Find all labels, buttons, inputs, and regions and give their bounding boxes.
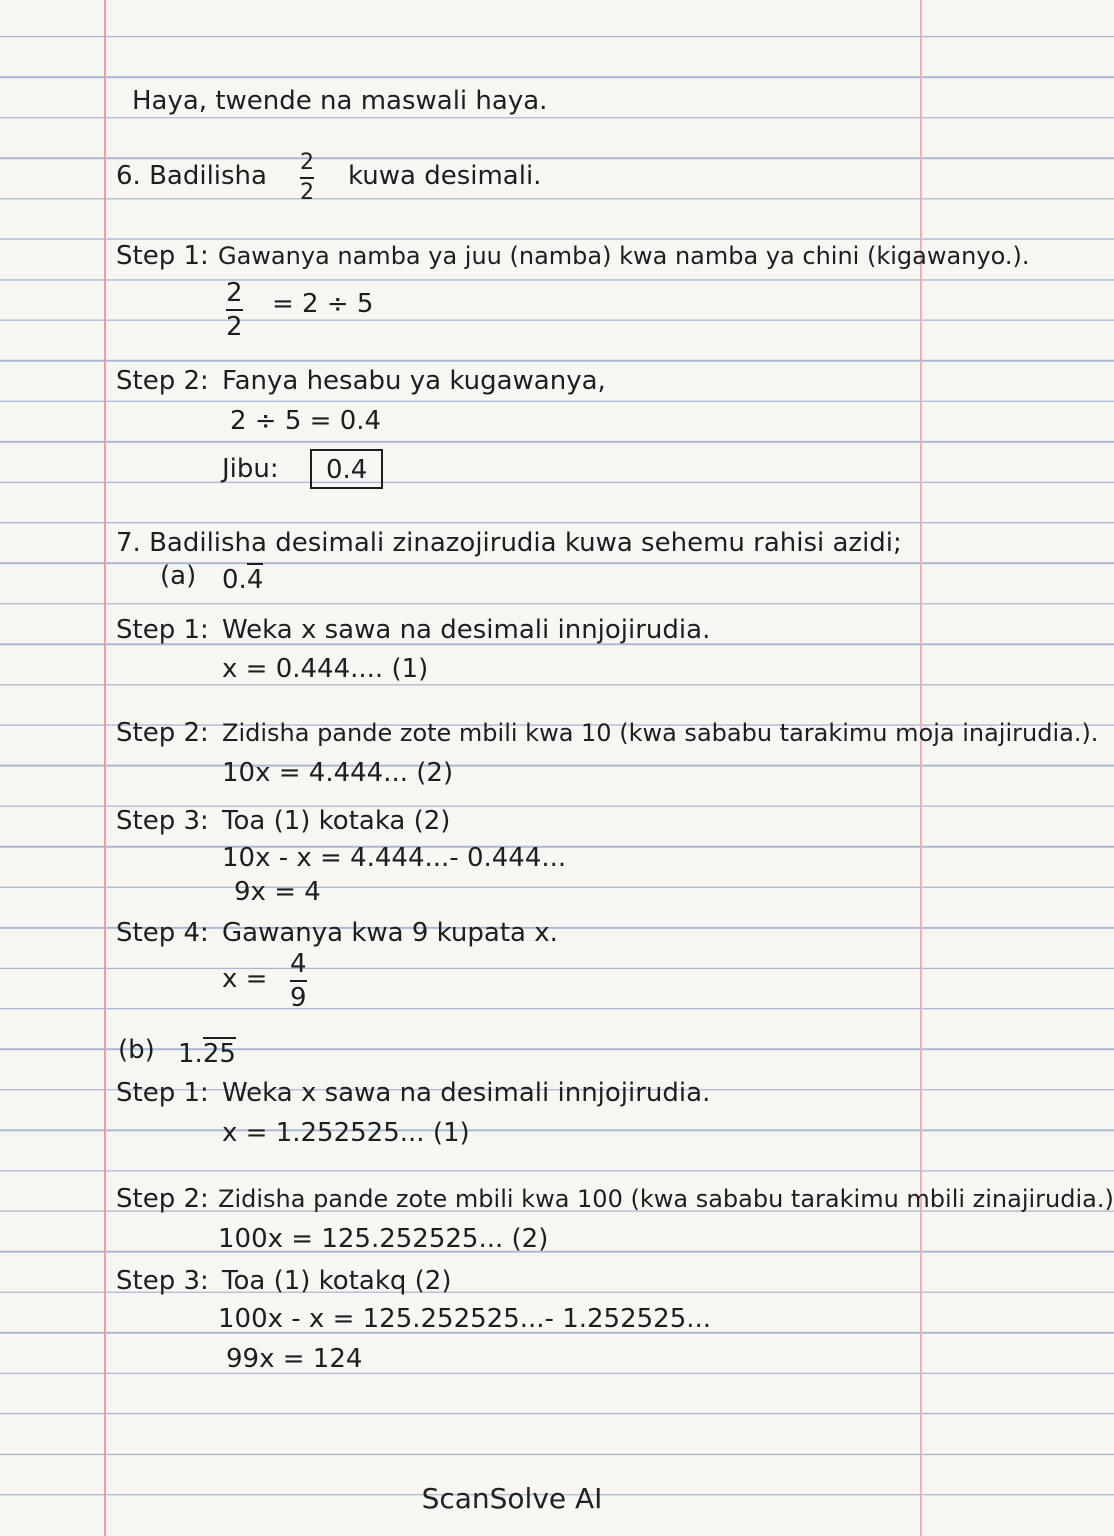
- q7b-label: (b): [118, 1035, 155, 1065]
- q7a-step3-equation1: 10x - x = 4.444...- 0.444...: [222, 843, 567, 873]
- q7b-step1-text: Weka x sawa na desimali innjojirudia.: [222, 1078, 711, 1108]
- q7a-decimal: [222, 563, 263, 593]
- q7b-step3-equation1: 100x - x = 125.252525...- 1.252525...: [218, 1304, 712, 1334]
- q7b-step2-equation: 100x = 125.252525... (2): [218, 1224, 549, 1254]
- q6-step2-text: Fanya hesabu ya kugawanya,: [222, 366, 606, 396]
- q7b-step3-equation2: 99x = 124: [226, 1344, 363, 1374]
- q6-step2-equation: 2 ÷ 5 = 0.4: [230, 406, 382, 436]
- q7a-step3-text: Toa (1) kotaka (2): [222, 806, 451, 836]
- q7a-step1-label: Step 1:: [116, 615, 209, 645]
- q6-prefix: 6. Badilisha: [116, 161, 267, 191]
- q7a-step4-text: Gawanya kwa 9 kupata x.: [222, 918, 558, 948]
- q7a-step2-label: Step 2:: [116, 718, 209, 748]
- q6-step1-fraction: [226, 280, 243, 340]
- q7a-step2-equation: 10x = 4.444... (2): [222, 758, 454, 788]
- q7a-step4-numerator: 4: [290, 949, 307, 979]
- intro-text: Haya, twende na maswali haya.: [132, 86, 548, 116]
- q6-step1-text: Gawanya namba ya juu (namba) kwa namba ya chini (kigawanyo.).: [218, 242, 1030, 270]
- q6-fraction-numerator: 2: [300, 150, 314, 175]
- fraction-bar: [300, 177, 314, 179]
- q6-step1-denominator: 2: [226, 312, 243, 342]
- q7a-step1-text: Weka x sawa na desimali innjojirudia.: [222, 615, 711, 645]
- q7a-step3-equation2: 9x = 4: [234, 877, 321, 907]
- q7a-step4-denominator: 9: [290, 983, 307, 1013]
- q6-step2-label: Step 2:: [116, 366, 209, 396]
- left-margin-line: [104, 0, 106, 1536]
- q7b-step1-equation: x = 1.252525... (1): [222, 1118, 470, 1148]
- watermark: ScanSolve AI: [421, 1482, 603, 1515]
- q7b-step3-label: Step 3:: [116, 1266, 209, 1296]
- q6-fraction-denominator: 2: [300, 180, 314, 205]
- q7-title: 7. Badilisha desimali zinazojirudia kuwa sehemu rahisi azidi;: [116, 528, 902, 558]
- q6-answer-label: Jibu:: [222, 454, 279, 484]
- q7b-repeating-digits: 25: [202, 1039, 236, 1069]
- q6-step1-numerator: 2: [226, 278, 243, 308]
- right-margin-line: [920, 0, 922, 1536]
- q7b-step3-text: Toa (1) kotakq (2): [222, 1266, 452, 1296]
- q7b-decimal: [178, 1037, 236, 1067]
- q7a-step3-label: Step 3:: [116, 806, 209, 836]
- q7a-step2-text: Zidisha pande zote mbili kwa 10 (kwa sababu tarakimu moja inajirudia.).: [222, 719, 1099, 747]
- q7b-step1-label: Step 1:: [116, 1078, 209, 1108]
- q6-step1-equation: = 2 ÷ 5: [272, 289, 374, 319]
- q6-step1-label: Step 1:: [116, 241, 209, 271]
- q7a-decimal-base: 0.: [222, 565, 247, 595]
- q7a-step1-equation: x = 0.444.... (1): [222, 654, 429, 684]
- q7b-decimal-base: 1.: [178, 1039, 203, 1069]
- q7a-step4-lhs: x =: [222, 964, 268, 994]
- fraction-bar: [290, 980, 307, 982]
- q7a-label: (a): [160, 561, 197, 591]
- q6-fraction: [300, 152, 314, 204]
- q6-answer-box: 0.4: [310, 449, 383, 489]
- q7a-step4-fraction: [290, 951, 307, 1011]
- q6-suffix: kuwa desimali.: [348, 161, 542, 191]
- q7a-repeating-digit: 4: [246, 565, 264, 595]
- fraction-bar: [226, 309, 243, 311]
- q7a-step4-label: Step 4:: [116, 918, 209, 948]
- q7b-step2-label: Step 2:: [116, 1184, 209, 1214]
- q7b-step2-text: Zidisha pande zote mbili kwa 100 (kwa sababu tarakimu mbili zinajirudia.): [218, 1185, 1114, 1213]
